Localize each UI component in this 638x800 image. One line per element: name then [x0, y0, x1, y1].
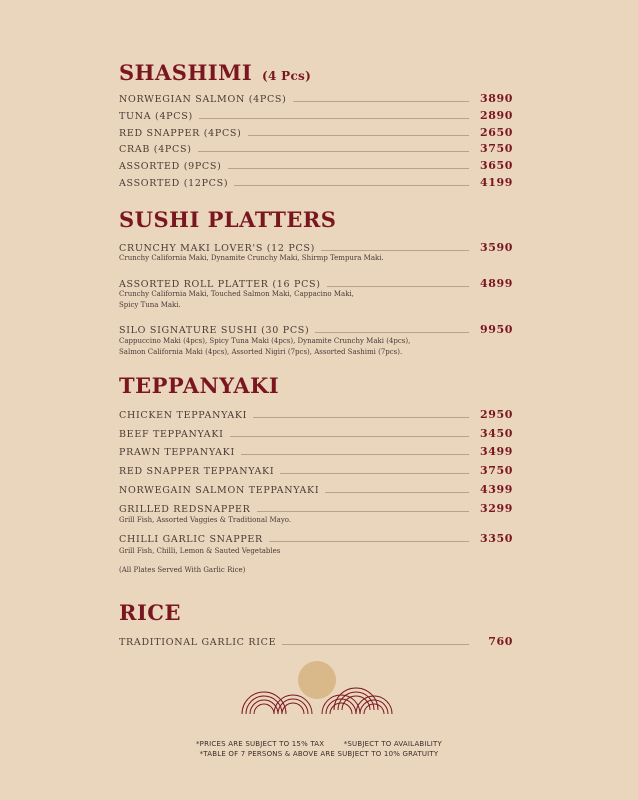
section-title-rice: RICE: [119, 600, 181, 625]
item-name: CRUNCHY MAKI LOVER'S (12 PCS): [119, 242, 316, 254]
menu-item: [119, 140, 513, 154]
item-name: CHILLI GARLIC SNAPPER: [119, 533, 263, 545]
leader-line: [230, 436, 469, 437]
sun-icon: [298, 661, 336, 699]
item-name: GRILLED REDSNAPPER: [119, 503, 251, 515]
menu-item: [119, 321, 513, 335]
item-price: 3499: [479, 445, 513, 458]
section-title-text: SHASHIMI: [119, 60, 253, 85]
item-name: RED SNAPPER TEPPANYAKI: [119, 465, 275, 477]
item-name: SILO SIGNATURE SUSHI (30 PCS): [119, 324, 310, 336]
item-price: 3590: [479, 241, 513, 254]
section-title-shashimi: [119, 62, 311, 83]
item-price: 2650: [479, 126, 513, 139]
item-name: CHICKEN TEPPANYAKI: [119, 409, 248, 421]
leader-line: [257, 511, 469, 512]
leader-line: [228, 168, 469, 169]
item-name: NORWEGIAN SALMON (4PCS): [119, 93, 287, 105]
item-description: Cappuccino Maki (4pcs), Spicy Tuna Maki (4pcs), Dynamite Crunchy Maki (4pcs), Salmon California Maki (4pcs), Assorted Nigiri (7pcs), Assorted Sashimi (7pcs).: [119, 337, 411, 356]
item-price: 3890: [479, 92, 513, 105]
item-description: Crunchy California Maki, Touched Salmon Maki, Cappacino Maki, Spicy Tuna Maki.: [119, 290, 354, 309]
item-name: NORWEGAIN SALMON TEPPANYAKI: [119, 484, 320, 496]
menu-item: [119, 481, 513, 495]
footer-tax-note: *PRICES ARE SUBJECT TO 15% TAX: [195, 740, 325, 748]
leader-line: [198, 151, 469, 152]
leader-line: [234, 185, 469, 186]
leader-line: [253, 417, 469, 418]
menu-item: [119, 443, 513, 457]
item-name: TRADITIONAL GARLIC RICE: [119, 636, 277, 648]
item-name: CRAB (4PCS): [119, 143, 192, 155]
menu-item: [119, 633, 513, 647]
footer-line-1: [0, 739, 638, 749]
menu-item: [119, 239, 513, 253]
item-name: PRAWN TEPPANYAKI: [119, 446, 235, 458]
menu-item: [119, 530, 513, 544]
section-title-sushi-platters: SUSHI PLATTERS: [119, 207, 337, 232]
item-name: BEEF TEPPANYAKI: [119, 428, 224, 440]
leader-line: [315, 332, 469, 333]
footer-gratuity-note: *TABLE OF 7 PERSONS & ABOVE ARE SUBJECT TO 10% GRATUITY: [199, 750, 439, 758]
menu-item: [119, 124, 513, 138]
menu-item: [119, 107, 513, 121]
item-price: 3750: [479, 142, 513, 155]
leader-line: [241, 454, 469, 455]
item-price: 4399: [479, 483, 513, 496]
menu-item: [119, 500, 513, 514]
item-name: ASSORTED (12PCS): [119, 177, 229, 189]
item-price: 3299: [479, 502, 513, 515]
item-name: RED SNAPPER (4PCS): [119, 127, 242, 139]
item-description: Grill Fish, Chilli, Lemon & Sauted Vegetables: [119, 547, 281, 555]
item-price: 2950: [479, 408, 513, 421]
item-price: 3650: [479, 159, 513, 172]
item-description: Grill Fish, Assorted Vaggies & Traditional Mayo.: [119, 516, 292, 524]
item-description: Crunchy California Maki, Dynamite Crunchy Maki, Shirmp Tempura Maki.: [119, 254, 384, 262]
item-price: 3750: [479, 464, 513, 477]
item-name: ASSORTED ROLL PLATTER (16 PCS): [119, 278, 321, 290]
item-name: TUNA (4PCS): [119, 110, 193, 122]
leader-line: [199, 118, 469, 119]
menu-item: [119, 275, 513, 289]
menu-item: [119, 406, 513, 420]
leader-line: [321, 250, 469, 251]
item-name: ASSORTED (9PCS): [119, 160, 222, 172]
sun-waves-ornament: [238, 658, 398, 716]
menu-item: [119, 174, 513, 188]
item-price: 4199: [479, 176, 513, 189]
leader-line: [327, 286, 469, 287]
item-price: 3350: [479, 532, 513, 545]
menu-item: [119, 90, 513, 104]
teppanyaki-note: (All Plates Served With Garlic Rice): [119, 566, 246, 574]
item-price: 760: [488, 635, 513, 648]
leader-line: [269, 541, 469, 542]
leader-line: [282, 644, 469, 645]
menu-item: [119, 462, 513, 476]
section-title-teppanyaki: TEPPANYAKI: [119, 373, 280, 398]
leader-line: [325, 492, 469, 493]
leader-line: [293, 101, 469, 102]
item-price: 4899: [479, 277, 513, 290]
item-price: 9950: [479, 323, 513, 336]
item-price: 3450: [479, 427, 513, 440]
menu-item: [119, 425, 513, 439]
leader-line: [280, 473, 469, 474]
menu-item: [119, 157, 513, 171]
leader-line: [248, 135, 469, 136]
footer-availability-note: *SUBJECT TO AVAILABILITY: [343, 740, 443, 748]
section-subtitle: (4 Pcs): [262, 69, 312, 83]
item-price: 2890: [479, 109, 513, 122]
